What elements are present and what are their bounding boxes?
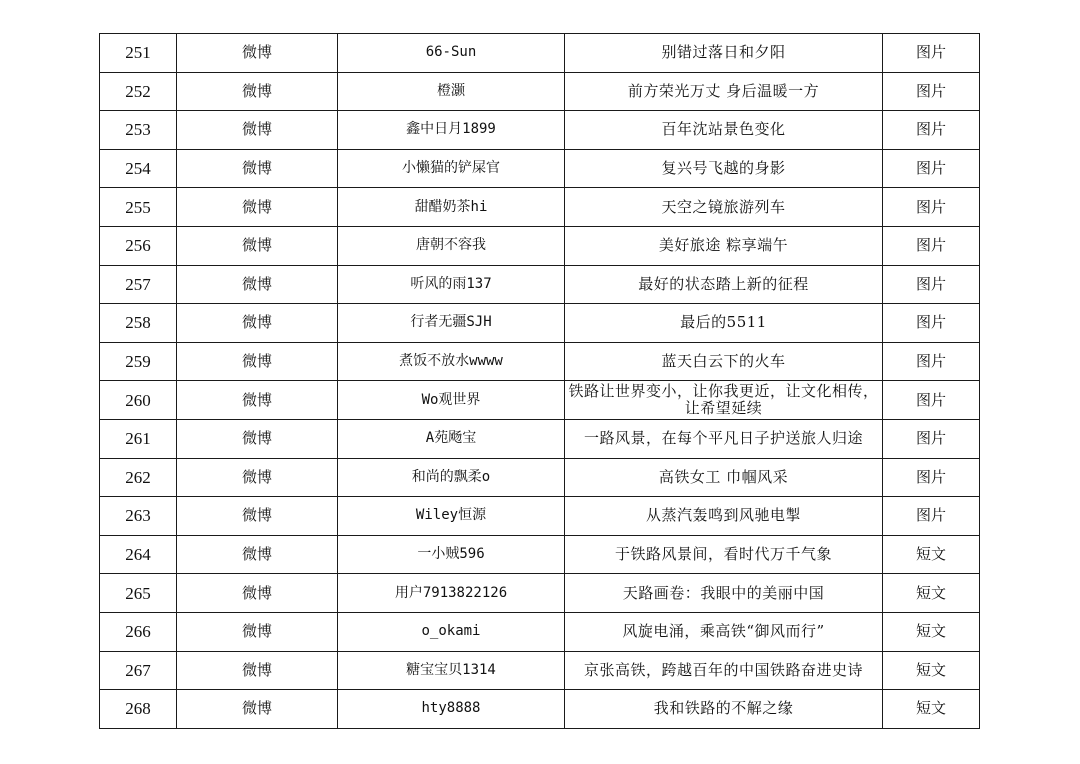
work-title-cell: 百年沈站景色变化 xyxy=(565,111,883,150)
entry-number-cell: 255 xyxy=(100,188,177,227)
platform-cell: 微博 xyxy=(177,497,338,536)
entry-number-cell: 251 xyxy=(100,34,177,73)
work-title-cell: 风旋电涌，乘高铁“御风而行” xyxy=(565,612,883,651)
work-title-cell: 我和铁路的不解之缘 xyxy=(565,690,883,729)
author-cell: 和尚的飘柔o xyxy=(338,458,565,497)
table-row xyxy=(100,651,980,690)
table-row xyxy=(100,226,980,265)
work-type-cell: 图片 xyxy=(883,342,980,381)
work-title-cell: 从蒸汽轰鸣到风驰电掣 xyxy=(565,497,883,536)
entry-number-cell: 262 xyxy=(100,458,177,497)
work-type-cell: 图片 xyxy=(883,497,980,536)
platform-cell: 微博 xyxy=(177,226,338,265)
work-title-cell: 高铁女工 巾帼风采 xyxy=(565,458,883,497)
work-title-cell: 前方荣光万丈 身后温暖一方 xyxy=(565,72,883,111)
platform-cell: 微博 xyxy=(177,690,338,729)
author-cell: 鑫中日月1899 xyxy=(338,111,565,150)
table-row xyxy=(100,265,980,304)
author-cell: 一小贼596 xyxy=(338,535,565,574)
table-row xyxy=(100,612,980,651)
author-cell: 66-Sun xyxy=(338,34,565,73)
table-row xyxy=(100,111,980,150)
table-row xyxy=(100,458,980,497)
work-title-cell: 于铁路风景间，看时代万千气象 xyxy=(565,535,883,574)
work-title-cell: 天路画卷：我眼中的美丽中国 xyxy=(565,574,883,613)
work-type-cell: 短文 xyxy=(883,612,980,651)
author-cell: 用户7913822126 xyxy=(338,574,565,613)
work-title-cell: 别错过落日和夕阳 xyxy=(565,34,883,73)
work-title-cell: 一路风景，在每个平凡日子护送旅人归途 xyxy=(565,419,883,458)
author-cell: 听风的雨137 xyxy=(338,265,565,304)
author-cell: Wiley恒源 xyxy=(338,497,565,536)
entry-number-cell: 267 xyxy=(100,651,177,690)
work-title-cell: 天空之镜旅游列车 xyxy=(565,188,883,227)
author-cell: 糖宝宝贝1314 xyxy=(338,651,565,690)
table-row xyxy=(100,497,980,536)
author-cell: 甜醋奶茶hi xyxy=(338,188,565,227)
author-cell: 小懒猫的铲屎官 xyxy=(338,149,565,188)
entry-number-cell: 258 xyxy=(100,304,177,343)
platform-cell: 微博 xyxy=(177,149,338,188)
author-cell: 唐朝不容我 xyxy=(338,226,565,265)
entry-number-cell: 264 xyxy=(100,535,177,574)
work-title-cell: 铁路让世界变小，让你我更近，让文化相传，让希望延续 xyxy=(565,381,883,420)
work-type-cell: 图片 xyxy=(883,34,980,73)
work-type-cell: 图片 xyxy=(883,188,980,227)
work-type-cell: 图片 xyxy=(883,458,980,497)
table-row xyxy=(100,304,980,343)
work-type-cell: 短文 xyxy=(883,690,980,729)
work-type-cell: 短文 xyxy=(883,651,980,690)
entry-number-cell: 266 xyxy=(100,612,177,651)
platform-cell: 微博 xyxy=(177,419,338,458)
entry-number-cell: 252 xyxy=(100,72,177,111)
platform-cell: 微博 xyxy=(177,535,338,574)
platform-cell: 微博 xyxy=(177,612,338,651)
work-type-cell: 图片 xyxy=(883,111,980,150)
work-type-cell: 短文 xyxy=(883,574,980,613)
table-row xyxy=(100,72,980,111)
author-cell: 行者无疆SJH xyxy=(338,304,565,343)
entry-number-cell: 265 xyxy=(100,574,177,613)
work-title-cell: 最后的5511 xyxy=(565,304,883,343)
entry-number-cell: 268 xyxy=(100,690,177,729)
entry-number-cell: 254 xyxy=(100,149,177,188)
platform-cell: 微博 xyxy=(177,265,338,304)
platform-cell: 微博 xyxy=(177,651,338,690)
table-row xyxy=(100,535,980,574)
table-row xyxy=(100,342,980,381)
table-row xyxy=(100,34,980,73)
author-cell: 橙灏 xyxy=(338,72,565,111)
table-row xyxy=(100,690,980,729)
work-title-cell: 美好旅途 粽享端午 xyxy=(565,226,883,265)
work-title-cell: 蓝天白云下的火车 xyxy=(565,342,883,381)
platform-cell: 微博 xyxy=(177,111,338,150)
author-cell: o_okami xyxy=(338,612,565,651)
work-type-cell: 图片 xyxy=(883,419,980,458)
work-type-cell: 图片 xyxy=(883,265,980,304)
platform-cell: 微博 xyxy=(177,381,338,420)
work-type-cell: 图片 xyxy=(883,72,980,111)
table-row xyxy=(100,574,980,613)
work-type-cell: 短文 xyxy=(883,535,980,574)
entry-number-cell: 263 xyxy=(100,497,177,536)
table-row xyxy=(100,188,980,227)
author-cell: hty8888 xyxy=(338,690,565,729)
table-body xyxy=(100,34,980,729)
author-cell: A苑飏宝 xyxy=(338,419,565,458)
work-type-cell: 图片 xyxy=(883,226,980,265)
work-type-cell: 图片 xyxy=(883,149,980,188)
table-row xyxy=(100,381,980,420)
entry-number-cell: 257 xyxy=(100,265,177,304)
platform-cell: 微博 xyxy=(177,304,338,343)
submission-table xyxy=(99,33,980,729)
platform-cell: 微博 xyxy=(177,342,338,381)
entry-number-cell: 256 xyxy=(100,226,177,265)
work-title-cell: 京张高铁，跨越百年的中国铁路奋进史诗 xyxy=(565,651,883,690)
work-title-cell: 复兴号飞越的身影 xyxy=(565,149,883,188)
entry-number-cell: 260 xyxy=(100,381,177,420)
table-row xyxy=(100,149,980,188)
platform-cell: 微博 xyxy=(177,458,338,497)
platform-cell: 微博 xyxy=(177,72,338,111)
work-title-cell: 最好的状态踏上新的征程 xyxy=(565,265,883,304)
author-cell: 煮饭不放水wwww xyxy=(338,342,565,381)
entry-number-cell: 253 xyxy=(100,111,177,150)
entry-number-cell: 261 xyxy=(100,419,177,458)
entry-number-cell: 259 xyxy=(100,342,177,381)
platform-cell: 微博 xyxy=(177,34,338,73)
platform-cell: 微博 xyxy=(177,574,338,613)
author-cell: Wo观世界 xyxy=(338,381,565,420)
table-row xyxy=(100,419,980,458)
work-type-cell: 图片 xyxy=(883,381,980,420)
platform-cell: 微博 xyxy=(177,188,338,227)
work-type-cell: 图片 xyxy=(883,304,980,343)
